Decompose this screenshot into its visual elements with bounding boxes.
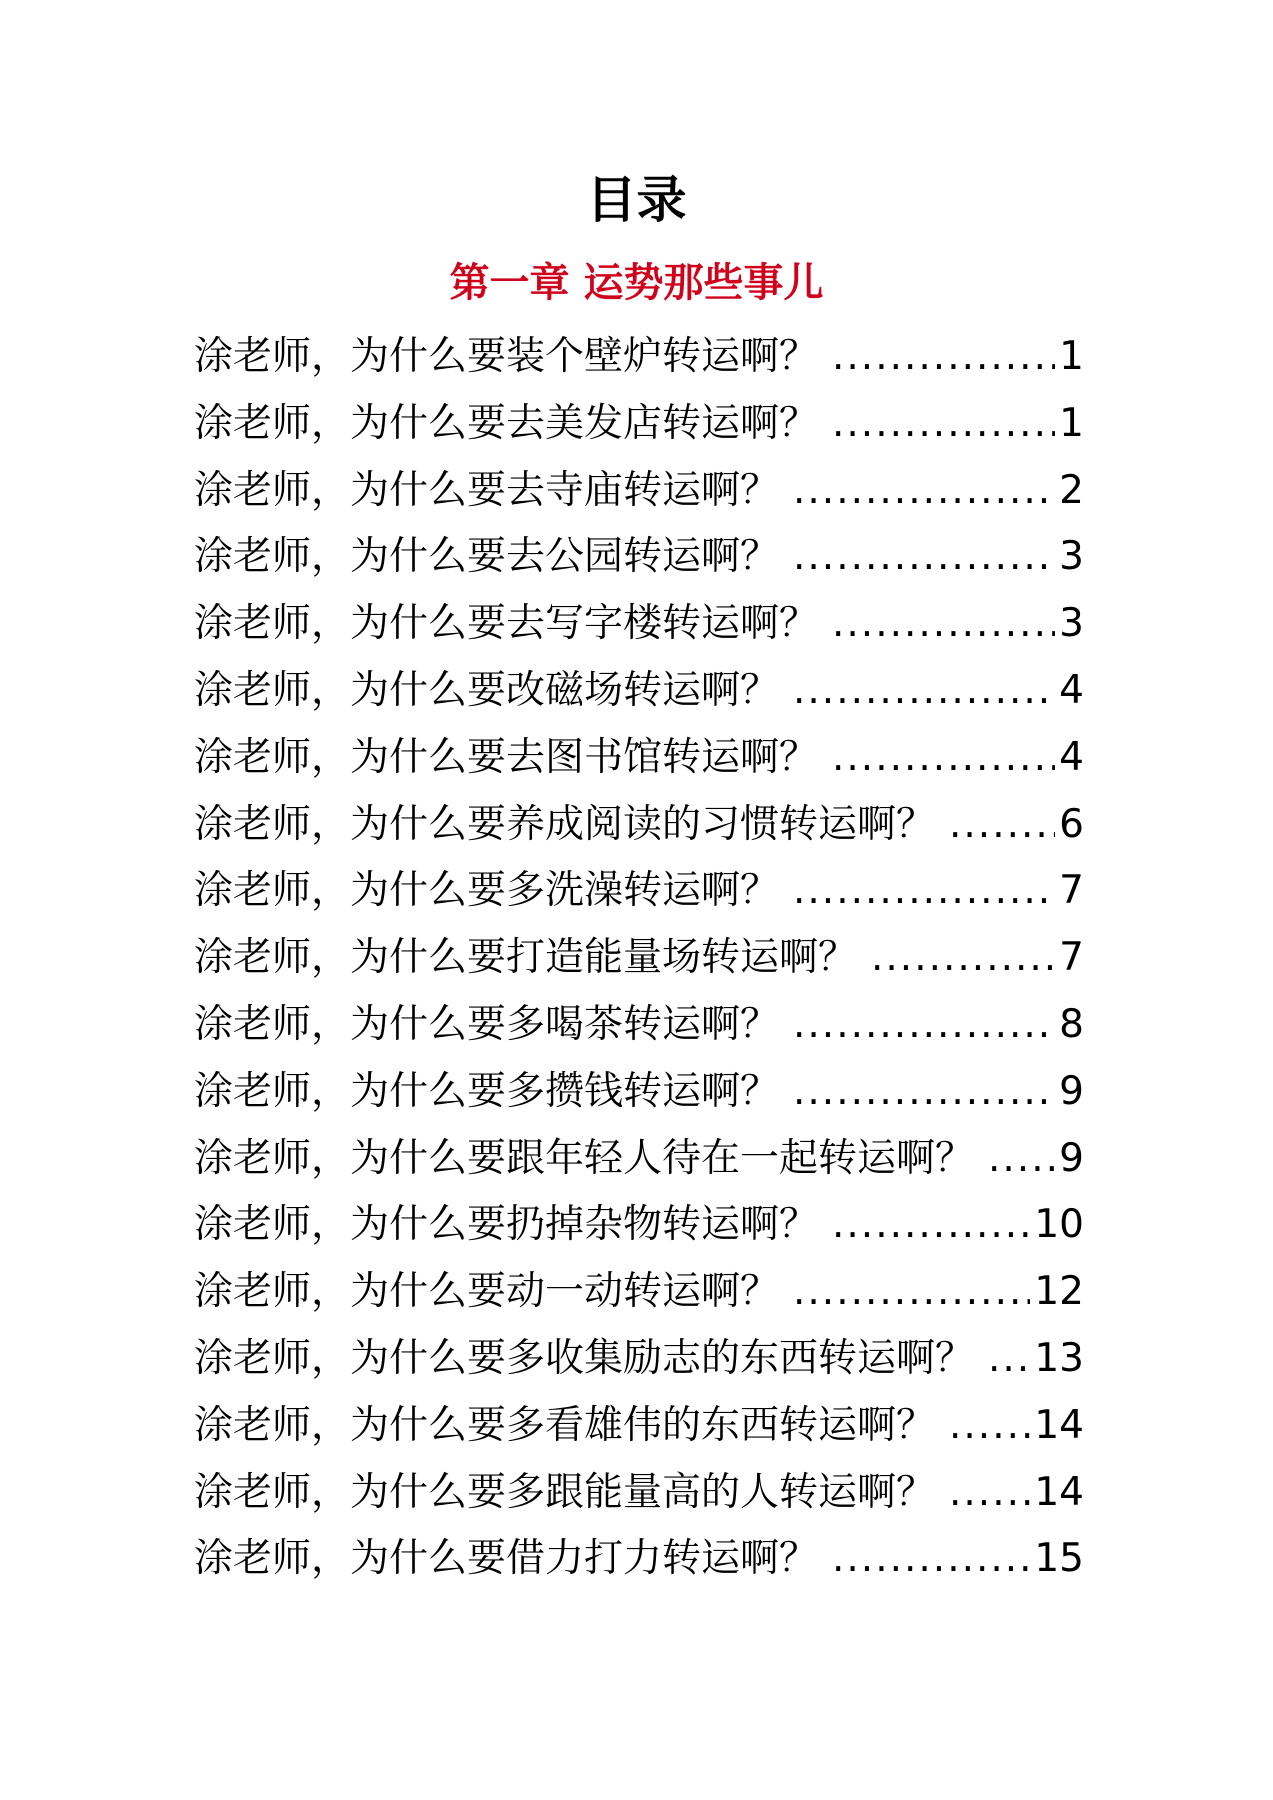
dot-leader (793, 1259, 1030, 1326)
toc-entry-text: 涂老师，为什么要养成阅读的习惯转运啊？ (194, 801, 936, 847)
toc-entry[interactable] (194, 792, 1084, 859)
toc-entry[interactable] (194, 925, 1084, 992)
toc-entry-page: 14 (1034, 1469, 1084, 1515)
toc-entry-page: 4 (1059, 667, 1084, 713)
chapter-heading: 第一章 运势那些事儿 (449, 259, 824, 306)
toc-entry-page: 14 (1034, 1402, 1084, 1448)
dot-leader (949, 1460, 1030, 1527)
toc-entry[interactable] (194, 1526, 1084, 1593)
dot-leader (793, 458, 1055, 525)
toc-entry-page: 6 (1059, 801, 1084, 847)
toc-entry-page: 8 (1059, 1001, 1084, 1047)
toc-entry[interactable] (194, 1259, 1084, 1326)
toc-entry-page: 7 (1059, 868, 1084, 914)
toc-entry-text: 涂老师，为什么要多攒钱转运啊？ (194, 1068, 780, 1114)
dot-leader (949, 792, 1055, 859)
toc-entry-page: 2 (1059, 467, 1084, 513)
toc-entry[interactable] (194, 458, 1084, 525)
toc-entry-text: 涂老师，为什么要多看雄伟的东西转运啊？ (194, 1402, 936, 1448)
dot-leader (793, 1059, 1055, 1126)
dot-leader (793, 992, 1055, 1059)
toc-entry-text: 涂老师，为什么要多喝茶转运啊？ (194, 1001, 780, 1047)
dot-leader (988, 1326, 1030, 1393)
toc-entry[interactable] (194, 391, 1084, 458)
toc-entry-text: 涂老师，为什么要去写字楼转运啊？ (194, 601, 819, 647)
toc-entry[interactable] (194, 1192, 1084, 1259)
toc-entry[interactable] (194, 858, 1084, 925)
toc-entry-text: 涂老师，为什么要多洗澡转运啊？ (194, 868, 780, 914)
toc-entry-text: 涂老师，为什么要动一动转运啊？ (194, 1269, 780, 1315)
toc-entry-page: 1 (1059, 400, 1084, 446)
dot-leader (832, 1192, 1030, 1259)
toc-entry-page: 1 (1059, 334, 1084, 379)
toc-entry[interactable] (194, 1393, 1084, 1460)
toc-entry-list (194, 324, 1084, 1593)
toc-entry[interactable] (194, 1126, 1084, 1193)
dot-leader (793, 858, 1055, 925)
toc-entry-page: 4 (1059, 734, 1084, 780)
toc-entry[interactable] (194, 725, 1084, 792)
toc-entry[interactable] (194, 1059, 1084, 1126)
toc-entry-text: 涂老师，为什么要去寺庙转运啊？ (194, 467, 780, 513)
toc-entry[interactable] (194, 1326, 1084, 1393)
toc-entry-text: 涂老师，为什么要改磁场转运啊？ (194, 667, 780, 713)
dot-leader (793, 524, 1055, 591)
dot-leader (793, 658, 1055, 725)
toc-title: 目录 (586, 171, 687, 229)
dot-leader (988, 1126, 1055, 1193)
toc-entry-text: 涂老师，为什么要去公园转运啊？ (194, 534, 780, 580)
toc-entry[interactable] (194, 524, 1084, 591)
dot-leader (832, 324, 1055, 391)
dot-leader (832, 1526, 1030, 1593)
toc-entry-page: 9 (1059, 1135, 1084, 1181)
toc-entry-page: 9 (1059, 1068, 1084, 1114)
toc-entry-page: 7 (1059, 935, 1084, 981)
toc-entry-page: 15 (1034, 1536, 1084, 1582)
toc-entry-page: 10 (1034, 1202, 1084, 1248)
toc-entry[interactable] (194, 591, 1084, 658)
toc-entry-text: 涂老师，为什么要打造能量场转运啊？ (194, 935, 858, 981)
toc-entry-text: 涂老师，为什么要去美发店转运啊？ (194, 400, 819, 446)
dot-leader (832, 391, 1055, 458)
toc-entry[interactable] (194, 324, 1084, 391)
toc-entry-text: 涂老师，为什么要扔掉杂物转运啊？ (194, 1202, 819, 1248)
toc-entry-text: 涂老师，为什么要跟年轻人待在一起转运啊？ (194, 1135, 975, 1181)
dot-leader (871, 925, 1055, 992)
dot-leader (832, 725, 1055, 792)
toc-entry-page: 3 (1059, 601, 1084, 647)
toc-entry-text: 涂老师，为什么要借力打力转运啊？ (194, 1536, 819, 1582)
toc-entry-text: 涂老师，为什么要多收集励志的东西转运啊？ (194, 1335, 975, 1381)
toc-entry[interactable] (194, 658, 1084, 725)
toc-entry[interactable] (194, 1460, 1084, 1527)
toc-entry-text: 涂老师，为什么要装个壁炉转运啊？ (194, 334, 819, 379)
toc-entry-page: 13 (1034, 1335, 1084, 1381)
dot-leader (832, 591, 1055, 658)
toc-entry-page: 12 (1034, 1269, 1084, 1315)
toc-entry[interactable] (194, 992, 1084, 1059)
toc-entry-page: 3 (1059, 534, 1084, 580)
dot-leader (949, 1393, 1030, 1460)
toc-entry-text: 涂老师，为什么要去图书馆转运啊？ (194, 734, 819, 780)
toc-entry-text: 涂老师，为什么要多跟能量高的人转运啊？ (194, 1469, 936, 1515)
